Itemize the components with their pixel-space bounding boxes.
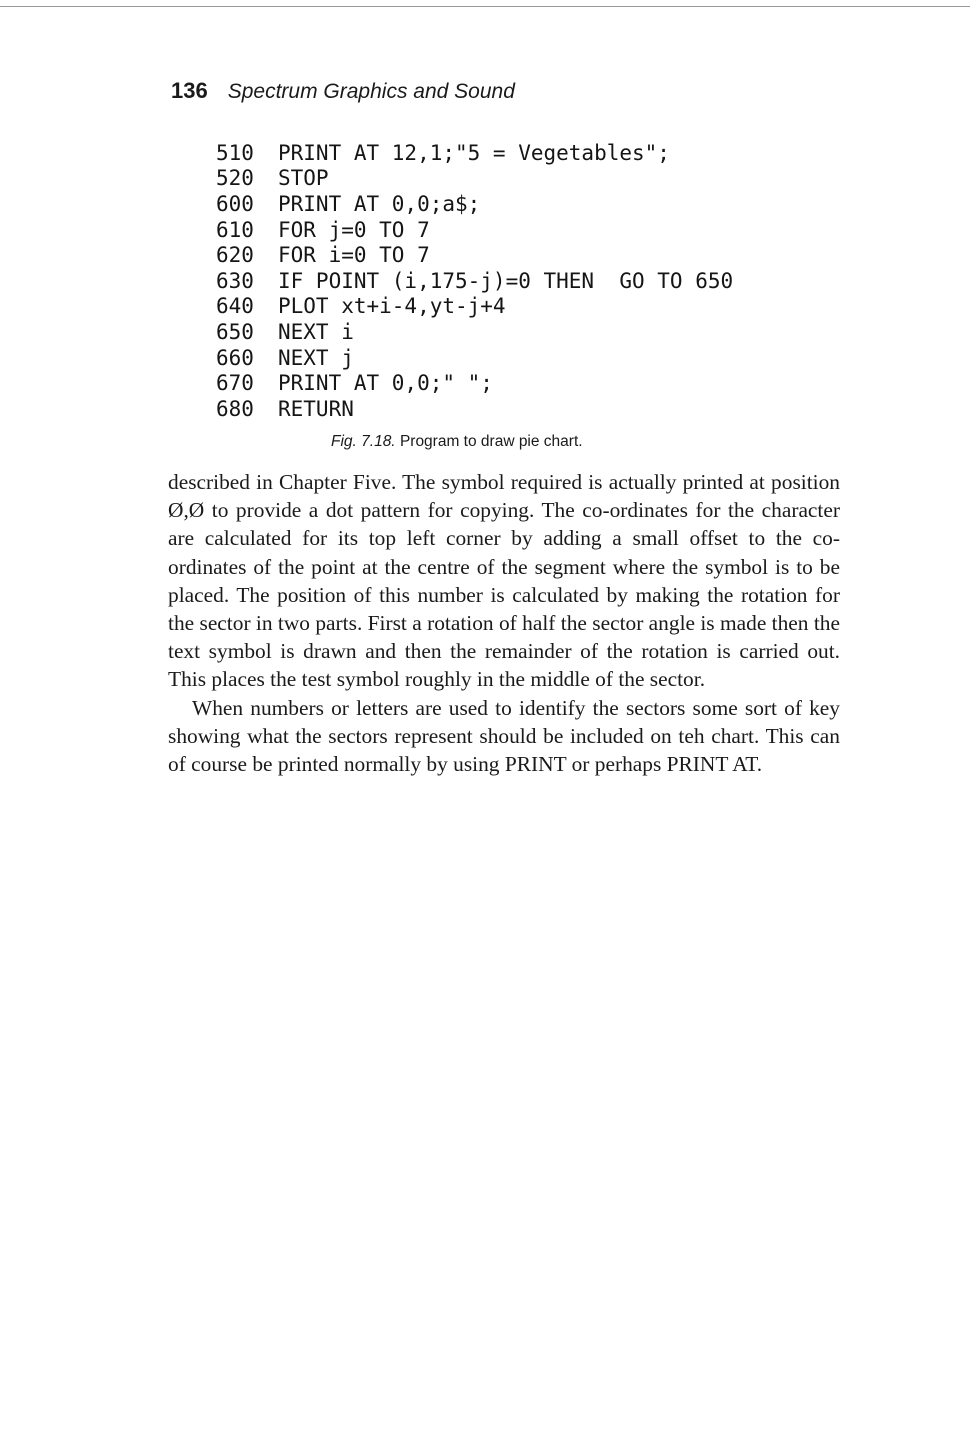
figure-label: Fig. 7.18. — [331, 433, 396, 450]
code-text: FOR i=0 TO 7 — [278, 243, 430, 268]
top-rule — [0, 6, 970, 7]
line-number: 620 — [216, 243, 254, 268]
code-line — [216, 268, 733, 294]
page-number: 136 — [171, 78, 208, 103]
code-line — [216, 242, 733, 268]
code-text: RETURN — [278, 396, 354, 421]
line-number: 610 — [216, 217, 254, 242]
code-text: PRINT AT 0,0;" "; — [278, 371, 493, 396]
code-line — [216, 319, 733, 345]
code-line — [216, 345, 733, 371]
code-line — [216, 217, 733, 243]
line-number: 520 — [216, 166, 254, 191]
line-number: 640 — [216, 294, 254, 319]
code-line — [216, 370, 733, 396]
line-number: 650 — [216, 319, 254, 344]
paragraph: When numbers or letters are used to identify the sectors some sort of key showing what the sectors represent should be included on teh chart. This can of course be printed normally by using PRINT or perhaps PRINT AT. — [168, 695, 840, 777]
body-text — [168, 468, 840, 778]
code-text: STOP — [278, 166, 329, 191]
program-listing — [216, 140, 733, 422]
line-number: 630 — [216, 268, 254, 293]
book-title: Spectrum Graphics and Sound — [227, 80, 515, 103]
figure-caption-text: Program to draw pie chart. — [399, 433, 583, 450]
code-line — [216, 294, 733, 320]
line-number: 680 — [216, 396, 254, 421]
line-number: 510 — [216, 140, 254, 165]
code-line — [216, 396, 733, 422]
code-text: FOR j=0 TO 7 — [278, 217, 430, 242]
code-text: NEXT j — [278, 345, 354, 370]
code-line — [216, 140, 733, 166]
code-text: PLOT xt+i-4,yt-j+4 — [278, 294, 506, 319]
code-line — [216, 191, 733, 217]
code-text: PRINT AT 0,0;a$; — [278, 191, 481, 216]
figure-caption — [331, 433, 583, 451]
line-number: 660 — [216, 345, 254, 370]
line-number: 670 — [216, 371, 254, 396]
code-text: IF POINT (i,175-j)=0 THEN GO TO 650 — [278, 268, 734, 293]
paragraph: described in Chapter Five. The symbol required is actually printed at position Ø,Ø to provide a dot pattern for copying. The co-ordinates for the character are calculated for its top left corner by adding a small offset to the co-ordinates of the point at the centre of the segment where the symbol is to be placed. The position of this number is calculated by making the rotation for the sector in two parts. First a rotation of half the sector angle is made then the text symbol is drawn and then the remainder of the rotation is carried out. This places the test symbol roughly in the middle of the sector. — [168, 470, 840, 692]
running-head — [171, 78, 515, 104]
code-text: PRINT AT 12,1;"5 = Vegetables"; — [278, 140, 670, 165]
line-number: 600 — [216, 191, 254, 216]
code-line — [216, 166, 733, 192]
code-text: NEXT i — [278, 319, 354, 344]
